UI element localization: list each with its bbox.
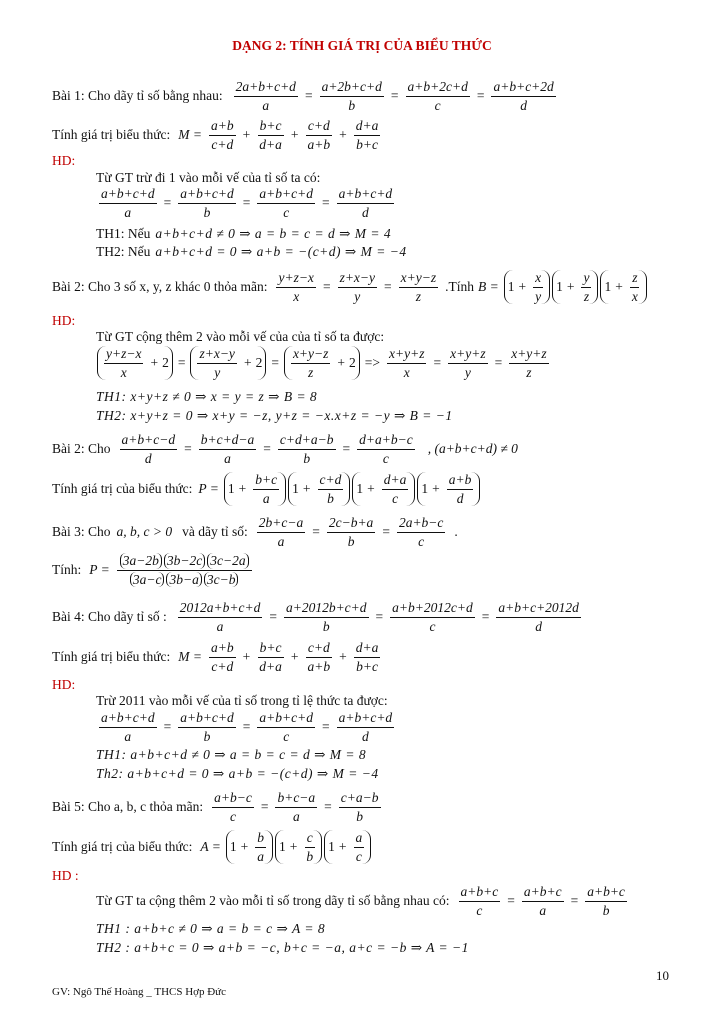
denominator: c	[434, 97, 441, 113]
numerator: c+d	[318, 472, 344, 490]
ratio-chain: $\frac{a+b+c-d}{d}$ = $\frac{b+c+d-a}{a}$ = $\frac{c+d+a-b}{b}$ = $\frac{d+a+b-c}{c}$	[121, 432, 413, 466]
numerator: a+b+c+d	[99, 186, 157, 204]
ratio-chain: $\frac{2012a+b+c+d}{a}$ = $\frac{a+2012b+c+d}{b}$ = $\frac{a+b+2012c+d}{c}$ = $\frac{a+b+c+2012d}{d}$	[179, 600, 579, 634]
hint-label: HD:	[52, 313, 76, 328]
fraction	[209, 118, 236, 152]
fraction	[354, 830, 365, 864]
hint-4-case-2: Th2: a+b+c+d = 0 ⇒ a+b = −(c+d) ⇒ M = −4	[96, 766, 379, 781]
denominator: y	[535, 288, 542, 304]
denominator: d	[535, 618, 543, 634]
denominator: c	[476, 902, 483, 918]
numerator: c+d	[306, 118, 332, 136]
numerator: y+z−x	[276, 270, 315, 288]
fraction	[406, 79, 470, 113]
case-label: TH1: Nếu	[96, 226, 151, 241]
denominator: b	[356, 808, 364, 824]
hint-label: HD :	[52, 868, 79, 883]
fraction	[327, 515, 375, 549]
result-chain: $\frac{x+y+z}{x}$ = $\frac{x+y+z}{y}$ = $\frac{x+y+z}{z}$	[389, 346, 547, 380]
numerator: a+b+2c+d	[406, 79, 470, 97]
fraction	[104, 346, 143, 380]
problem-3-statement	[52, 432, 518, 466]
numerator: a+b+c+2012d	[496, 600, 581, 618]
numerator: d+a	[354, 118, 381, 136]
numerator: z+x−y	[197, 346, 236, 364]
hint-5-intro	[96, 884, 630, 918]
hint-4-intro: Trừ 2011 vào mỗi vế của tỉ số trong tỉ lệ thức ta được:	[96, 693, 388, 708]
numerator: y+z−x	[104, 346, 143, 364]
denominator: b	[322, 618, 330, 634]
problem-1-expression	[52, 118, 383, 152]
fraction	[509, 346, 548, 380]
denominator: c	[355, 848, 362, 864]
problem-6-label: Bài 5: Cho a, b, c thỏa mãn:	[52, 798, 204, 814]
fraction	[255, 830, 266, 864]
numerator: 2a+b−c	[397, 515, 445, 533]
page-number: 10	[656, 968, 669, 983]
numerator: a+b+c	[522, 884, 564, 902]
fraction	[491, 79, 555, 113]
numerator: x+y+z	[448, 346, 487, 364]
denominator: a	[262, 490, 270, 506]
hint-4-case-1: TH1: a+b+c+d ≠ 0 ⇒ a = b = c = d ⇒ M = 8	[96, 747, 367, 762]
problem-4-statement: Bài 3: Cho a, b, c > 0 và dãy tỉ số: $\frac{2b+c-a}{a}$ = $\frac{2c-b+a}{b}$ = $\frac{2a+b-c}{c}$ .	[52, 515, 458, 549]
ratio-chain: $\frac{2a+b+c+d}{a}$ = $\frac{a+2b+c+d}{b}$ = $\frac{a+b+2c+d}{c}$ = $\frac{a+b+c+2d}{d}$	[235, 79, 554, 113]
denominator: z	[415, 288, 422, 304]
problem-1-statement	[52, 79, 559, 113]
numerator: d+a+b−c	[357, 432, 415, 450]
plus-two-chain: $\frac{y+z-x}{x}$ + 2 = $\frac{z+x-y}{y}$ + 2 = $\frac{x+y-z}{z}$ + 2	[96, 346, 361, 380]
denominator: y	[354, 288, 361, 304]
denominator: d	[520, 97, 527, 113]
factor: 1 + $\frac{x}{y}$	[504, 270, 550, 304]
numerator: a+b	[209, 640, 236, 658]
denominator: x	[631, 288, 638, 304]
numerator: d+a	[354, 640, 381, 658]
fraction	[354, 640, 381, 674]
denominator: b	[303, 450, 311, 466]
fraction	[382, 472, 409, 506]
hint-4-ratio-chain: $\frac{a+b+c+d}{a}$ = $\frac{a+b+c+d}{b}$ = $\frac{a+b+c+d}{c}$ = $\frac{a+b+c+d}{d}$	[101, 710, 393, 744]
numerator: c+d	[306, 640, 332, 658]
denominator: z	[526, 364, 532, 380]
M-expression: $\frac{a+b}{c+d}$ + $\frac{b+c}{d+a}$ + $\frac{c+d}{a+b}$ + $\frac{d+a}{b+c}$	[211, 118, 379, 152]
problem-6-expression	[52, 830, 372, 864]
denominator: a	[539, 902, 547, 918]
denominator: y	[464, 364, 471, 380]
numerator: a+b+c+d	[178, 710, 236, 728]
ratio-chain: $\frac{2b+c-a}{a}$ = $\frac{2c-b+a}{b}$ = $\frac{2a+b-c}{c}$	[258, 515, 444, 549]
P-symbol: P =	[89, 561, 110, 577]
fraction	[306, 640, 333, 674]
numerator: a+2b+c+d	[320, 79, 384, 97]
denominator: b	[327, 490, 334, 506]
calc-label: Tính giá trị biểu thức:	[52, 126, 171, 142]
fraction	[99, 710, 157, 744]
denominator: c	[392, 490, 399, 506]
fraction	[99, 186, 157, 220]
denominator: c	[283, 728, 290, 744]
denominator: a	[216, 618, 224, 634]
denominator: d	[362, 728, 369, 744]
hint-2-case-2: TH2: x+y+z = 0 ⇒ x+y = −z, y+z = −x.x+z = −y ⇒ B = −1	[96, 408, 453, 423]
numerator: a+b+c	[459, 884, 501, 902]
fraction	[581, 270, 591, 304]
numerator: a+b+c+d	[257, 710, 315, 728]
denominator: d	[362, 204, 369, 220]
denominator: a	[262, 97, 270, 113]
fraction	[304, 830, 315, 864]
M-symbol: M =	[178, 648, 203, 664]
denominator: c+d	[211, 136, 234, 152]
hint-5-case-1: TH1 : a+b+c ≠ 0 ⇒ a = b = c ⇒ A = 8	[96, 921, 326, 936]
fraction	[320, 79, 384, 113]
factor: 1 + $\frac{b+c}{a}$	[224, 472, 286, 506]
denominator: d	[144, 450, 152, 466]
M-symbol: M =	[178, 126, 203, 142]
fraction	[522, 884, 564, 918]
fraction	[257, 640, 284, 674]
numerator: a+b+c+d	[257, 186, 315, 204]
numerator: a+b	[447, 472, 474, 490]
problem-5-label: Bài 4: Cho dãy tỉ số :	[52, 608, 167, 624]
A-symbol: A =	[200, 838, 221, 854]
fraction	[390, 600, 475, 634]
factor: 1 + $\frac{d+a}{c}$	[352, 472, 415, 506]
case-label: TH2: Nếu	[96, 244, 151, 259]
fraction	[585, 884, 627, 918]
numerator: b+c	[258, 640, 284, 658]
factor: 1 + $\frac{b}{a}$	[226, 830, 273, 864]
denominator: a	[292, 808, 300, 824]
fraction	[178, 186, 236, 220]
numerator: b+c−a	[275, 790, 317, 808]
numerator: x+y+z	[509, 346, 548, 364]
numerator: b+c	[253, 472, 279, 490]
factor: 1 + $\frac{c+d}{b}$	[288, 472, 350, 506]
factor: $\frac{x+y-z}{z}$ + 2	[284, 346, 360, 380]
denominator: d	[456, 490, 464, 506]
numerator: z	[630, 270, 639, 288]
denominator: b	[602, 902, 610, 918]
numerator: 2c−b+a	[327, 515, 375, 533]
numerator: a+b+c+d	[337, 710, 395, 728]
numerator: d+a	[382, 472, 409, 490]
ratio-chain: $\frac{a+b+c}{c}$ = $\frac{a+b+c}{a}$ = $\frac{a+b+c}{b}$	[460, 884, 625, 918]
fraction	[397, 515, 445, 549]
fraction	[533, 270, 543, 304]
numerator: b+c+d−a	[199, 432, 257, 450]
denominator: c	[418, 533, 425, 549]
denominator: a	[224, 450, 231, 466]
factor: 1 + $\frac{a+b}{d}$	[417, 472, 480, 506]
calc-label: Tính giá trị biểu thức:	[52, 648, 171, 664]
denominator: x	[403, 364, 410, 380]
denominator: z	[583, 288, 590, 304]
denominator: c	[382, 450, 389, 466]
hint-2-intro: Từ GT cộng thêm 2 vào mỗi vế của của tỉ số ta được:	[96, 329, 385, 344]
numerator: a+2012b+c+d	[284, 600, 369, 618]
calc-label: Tính giá trị của biểu thức:	[52, 838, 193, 854]
numerator: a+b+c+d	[99, 710, 157, 728]
fraction	[120, 432, 178, 466]
fraction	[630, 270, 640, 304]
A-expression	[225, 830, 372, 864]
footer-author: GV: Ngô Thế Hoàng _ THCS Hợp Đức	[52, 986, 227, 998]
denominator: a+b	[307, 136, 331, 152]
numerator: c+a−b	[339, 790, 381, 808]
denominator: b	[347, 533, 355, 549]
denominator: b	[306, 848, 314, 864]
condition: , (a+b+c+d) ≠ 0	[427, 440, 518, 456]
fraction	[337, 186, 395, 220]
tinh-label: .Tính	[445, 278, 474, 294]
hint-2-case-1: TH1: x+y+z ≠ 0 ⇒ x = y = z ⇒ B = 8	[96, 389, 318, 404]
factor: 1 + $\frac{y}{z}$	[552, 270, 598, 304]
problem-2-label: Bài 2: Cho 3 số x, y, z khác 0 thỏa mãn:	[52, 278, 268, 294]
hint-5-intro-text: Từ GT ta cộng thêm 2 vào mỗi tỉ số trong dãy tỉ số bằng nhau có:	[96, 892, 450, 908]
denominator: x	[293, 288, 300, 304]
hint-1-case-2	[96, 245, 407, 260]
B-expression	[503, 270, 648, 304]
fraction	[278, 432, 336, 466]
numerator: c	[305, 830, 315, 848]
factor: 1 + $\frac{z}{x}$	[600, 270, 646, 304]
factor: $\frac{z+x-y}{y}$ + 2	[190, 346, 266, 380]
denominator: a	[124, 204, 132, 220]
denominator: c	[229, 808, 236, 824]
problem-6-statement	[52, 790, 384, 824]
numerator: y	[581, 270, 591, 288]
numerator: a+b+c−d	[120, 432, 178, 450]
fraction	[387, 346, 426, 380]
fraction	[399, 270, 438, 304]
fraction	[306, 118, 333, 152]
fraction	[178, 710, 236, 744]
condition: a, b, c > 0	[116, 523, 173, 539]
numerator: x+y+z	[387, 346, 426, 364]
numerator: b+c	[258, 118, 284, 136]
numerator: x+y−z	[291, 346, 330, 364]
numerator: a+b+c+2d	[491, 79, 555, 97]
numerator: 2a+b+c+d	[234, 79, 298, 97]
ratio-chain: $\frac{y+z-x}{x}$ = $\frac{z+x-y}{y}$ = $\frac{x+y-z}{z}$	[278, 270, 437, 304]
fraction	[339, 790, 381, 824]
factor: 1 + $\frac{a}{c}$	[324, 830, 371, 864]
numerator: x	[533, 270, 543, 288]
denominator: d+a	[259, 658, 282, 674]
numerator: a+b+2012c+d	[390, 600, 475, 618]
fraction	[291, 346, 330, 380]
fraction	[209, 640, 236, 674]
denominator: y	[214, 364, 221, 380]
fraction	[447, 472, 474, 506]
fraction	[199, 432, 257, 466]
fraction	[318, 472, 344, 506]
denominator: a	[124, 728, 132, 744]
fraction	[496, 600, 581, 634]
problem-5-expression	[52, 640, 383, 674]
M-expression: $\frac{a+b}{c+d}$ + $\frac{b+c}{d+a}$ + $\frac{c+d}{a+b}$ + $\frac{d+a}{b+c}$	[211, 640, 379, 674]
hint-1-ratio-chain: $\frac{a+b+c+d}{a}$ = $\frac{a+b+c+d}{b}$ = $\frac{a+b+c+d}{c}$ = $\frac{a+b+c+d}{d}$	[101, 186, 393, 220]
fraction	[257, 118, 284, 152]
numerator: x+y−z	[399, 270, 438, 288]
fraction	[212, 790, 254, 824]
P-symbol: P =	[198, 480, 219, 496]
numerator: z+x−y	[338, 270, 377, 288]
denominator: c	[283, 204, 290, 220]
hint-label: HD:	[52, 153, 76, 168]
fraction	[253, 472, 279, 506]
numerator: 2b+c−a	[257, 515, 305, 533]
numerator: 2012a+b+c+d	[178, 600, 263, 618]
problem-3-expression	[52, 472, 481, 506]
tinh-label: Tính:	[52, 561, 82, 577]
factor: 1 + $\frac{c}{b}$	[275, 830, 322, 864]
fraction	[275, 790, 317, 824]
denominator: b+c	[356, 136, 379, 152]
numerator: c+d+a−b	[278, 432, 336, 450]
fraction	[178, 600, 263, 634]
denominator: b+c	[356, 658, 379, 674]
denominator: d+a	[259, 136, 282, 152]
denominator: x	[120, 364, 127, 380]
hint-2-chain: $\frac{y+z-x}{x}$ + 2 = $\frac{z+x-y}{y}$ + 2 = $\frac{x+y-z}{z}$ + 2 => $\frac{x+y+z}{x}$ = $\frac{x+y+z}{y}$ = $\frac{x+y+z}{z}$	[96, 346, 552, 380]
problem-2-statement	[52, 270, 648, 304]
denominator: b	[348, 97, 356, 113]
fraction	[257, 710, 315, 744]
hint-1-intro: Từ GT trừ đi 1 vào mỗi vế của tỉ số ta có:	[96, 170, 321, 185]
fraction	[234, 79, 298, 113]
denominator: b	[203, 204, 211, 220]
case-text: a+b+c+d ≠ 0 ⇒ a = b = c = d ⇒ M = 4	[155, 226, 392, 241]
denominator: a+b	[307, 658, 331, 674]
denominator: c	[429, 618, 436, 634]
numerator: a+b+c+d	[337, 186, 395, 204]
numerator: a+b+c+d	[178, 186, 236, 204]
hint-label: HD:	[52, 677, 76, 692]
fraction	[459, 884, 501, 918]
hint-5-case-2: TH2 : a+b+c = 0 ⇒ a+b = −c, b+c = −a, a+c = −b ⇒ A = −1	[96, 940, 469, 955]
fraction	[276, 270, 315, 304]
B-symbol: B =	[478, 278, 499, 294]
numerator: a+b+c	[585, 884, 627, 902]
fraction	[284, 600, 369, 634]
P-fraction: 3a−2b 3b−2c 3c−2a 3a−c 3b−a 3c−b	[117, 553, 252, 587]
denominator: b	[203, 728, 211, 744]
P-expression	[223, 472, 481, 506]
problem-1-label: Bài 1: Cho dãy tỉ số bằng nhau:	[52, 87, 223, 103]
condition-text: và dãy tỉ số:	[182, 523, 248, 539]
numerator: b	[255, 830, 266, 848]
denominator: c+d	[211, 658, 234, 674]
numerator: a	[354, 830, 365, 848]
problem-3-label: Bài 2: Cho	[52, 440, 111, 456]
denominator: a	[257, 848, 265, 864]
fraction	[257, 515, 305, 549]
fraction	[354, 118, 381, 152]
fraction	[197, 346, 236, 380]
numerator: a+b	[209, 118, 236, 136]
problem-4-expression	[52, 553, 255, 587]
denominator: z	[308, 364, 314, 380]
factor: $\frac{y+z-x}{x}$ + 2	[97, 346, 173, 380]
fraction	[337, 710, 395, 744]
fraction	[338, 270, 377, 304]
problem-4-label: Bài 3: Cho	[52, 523, 111, 539]
denominator: a	[277, 533, 285, 549]
calc-label: Tính giá trị của biểu thức:	[52, 480, 193, 496]
fraction	[257, 186, 315, 220]
numerator: a+b−c	[212, 790, 254, 808]
fraction	[448, 346, 487, 380]
fraction	[357, 432, 415, 466]
ratio-chain: $\frac{a+b-c}{c}$ = $\frac{b+c-a}{a}$ = $\frac{c+a-b}{b}$	[214, 790, 379, 824]
case-text: a+b+c+d = 0 ⇒ a+b = −(c+d) ⇒ M = −4	[155, 244, 407, 259]
section-title: DẠNG 2: TÍNH GIÁ TRỊ CỦA BIỂU THỨC	[232, 38, 492, 53]
hint-1-case-1	[96, 227, 391, 242]
problem-5-statement	[52, 600, 584, 634]
